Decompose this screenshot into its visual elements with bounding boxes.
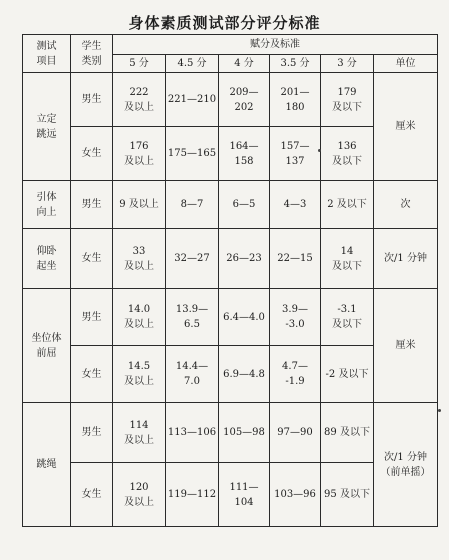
- score-cell: 3.9— -3.0: [270, 289, 321, 346]
- header-unit: 单位: [374, 55, 438, 73]
- score-cell: 14.4— 7.0: [166, 346, 219, 403]
- score-cell: 6—5: [219, 181, 270, 229]
- score-cell: 95 及以下: [321, 463, 374, 527]
- gender-cell: 男生: [71, 181, 113, 229]
- header-level-4-5: 4.5 分: [166, 55, 219, 73]
- unit-cell: 次: [374, 181, 438, 229]
- score-cell: 111—104: [219, 463, 270, 527]
- score-cell: 4.7— -1.9: [270, 346, 321, 403]
- unit-cell: 厘米: [374, 289, 438, 403]
- score-cell: 26—23: [219, 229, 270, 289]
- score-cell: 6.9—4.8: [219, 346, 270, 403]
- header-test-item: 测试 项目: [23, 35, 71, 73]
- unit-cell: 次/1 分钟 （前单摇）: [374, 403, 438, 527]
- score-cell: 13.9— 6.5: [166, 289, 219, 346]
- score-cell: 14.5 及以上: [113, 346, 166, 403]
- header-level-4: 4 分: [219, 55, 270, 73]
- unit-cell: 厘米: [374, 73, 438, 181]
- table-row: [23, 73, 438, 127]
- score-cell: -2 及以下: [321, 346, 374, 403]
- score-cell: -3.1 及以下: [321, 289, 374, 346]
- header-level-3: 3 分: [321, 55, 374, 73]
- score-cell: 209—202: [219, 73, 270, 127]
- header-score-standard: 赋分及标准: [113, 35, 438, 55]
- table-row: [23, 229, 438, 289]
- score-cell: 32—27: [166, 229, 219, 289]
- gender-cell: 女生: [71, 127, 113, 181]
- gender-cell: 男生: [71, 403, 113, 463]
- scan-speck: [438, 409, 441, 412]
- score-cell: 89 及以下: [321, 403, 374, 463]
- score-cell: 119—112: [166, 463, 219, 527]
- score-cell: 175—165: [166, 127, 219, 181]
- score-cell: 4—3: [270, 181, 321, 229]
- test-item-cell: 坐位体 前屈: [23, 289, 71, 403]
- gender-cell: 女生: [71, 346, 113, 403]
- score-cell: 157—137: [270, 127, 321, 181]
- score-cell: 113—106: [166, 403, 219, 463]
- test-item-cell: 仰卧 起坐: [23, 229, 71, 289]
- score-cell: 221—210: [166, 73, 219, 127]
- score-cell: 120 及以上: [113, 463, 166, 527]
- score-cell: 136 及以下: [321, 127, 374, 181]
- score-cell: 105—98: [219, 403, 270, 463]
- score-cell: 179 及以下: [321, 73, 374, 127]
- header-level-5: 5 分: [113, 55, 166, 73]
- score-cell: 176 及以上: [113, 127, 166, 181]
- table-row: [23, 181, 438, 229]
- test-item-cell: 跳绳: [23, 403, 71, 527]
- test-item-cell: 引体 向上: [23, 181, 71, 229]
- score-cell: 22—15: [270, 229, 321, 289]
- gender-cell: 男生: [71, 73, 113, 127]
- scoring-table: [22, 34, 438, 527]
- table-row: [23, 289, 438, 346]
- score-cell: 14.0 及以上: [113, 289, 166, 346]
- document-title: 身体素质测试部分评分标准: [128, 14, 321, 32]
- score-cell: 97—90: [270, 403, 321, 463]
- score-cell: 222 及以上: [113, 73, 166, 127]
- header-level-3-5: 3.5 分: [270, 55, 321, 73]
- score-cell: 201—180: [270, 73, 321, 127]
- score-cell: 6.4—4.0: [219, 289, 270, 346]
- table-row: [23, 403, 438, 463]
- score-cell: 8—7: [166, 181, 219, 229]
- unit-cell: 次/1 分钟: [374, 229, 438, 289]
- score-cell: 164—158: [219, 127, 270, 181]
- gender-cell: 女生: [71, 229, 113, 289]
- gender-cell: 女生: [71, 463, 113, 527]
- scan-speck: [318, 149, 321, 152]
- header-student-category: 学生 类别: [71, 35, 113, 73]
- score-cell: 114 及以上: [113, 403, 166, 463]
- score-cell: 33 及以上: [113, 229, 166, 289]
- test-item-cell: 立定 跳远: [23, 73, 71, 181]
- gender-cell: 男生: [71, 289, 113, 346]
- score-cell: 2 及以下: [321, 181, 374, 229]
- score-cell: 103—96: [270, 463, 321, 527]
- score-cell: 14 及以下: [321, 229, 374, 289]
- score-cell: 9 及以上: [113, 181, 166, 229]
